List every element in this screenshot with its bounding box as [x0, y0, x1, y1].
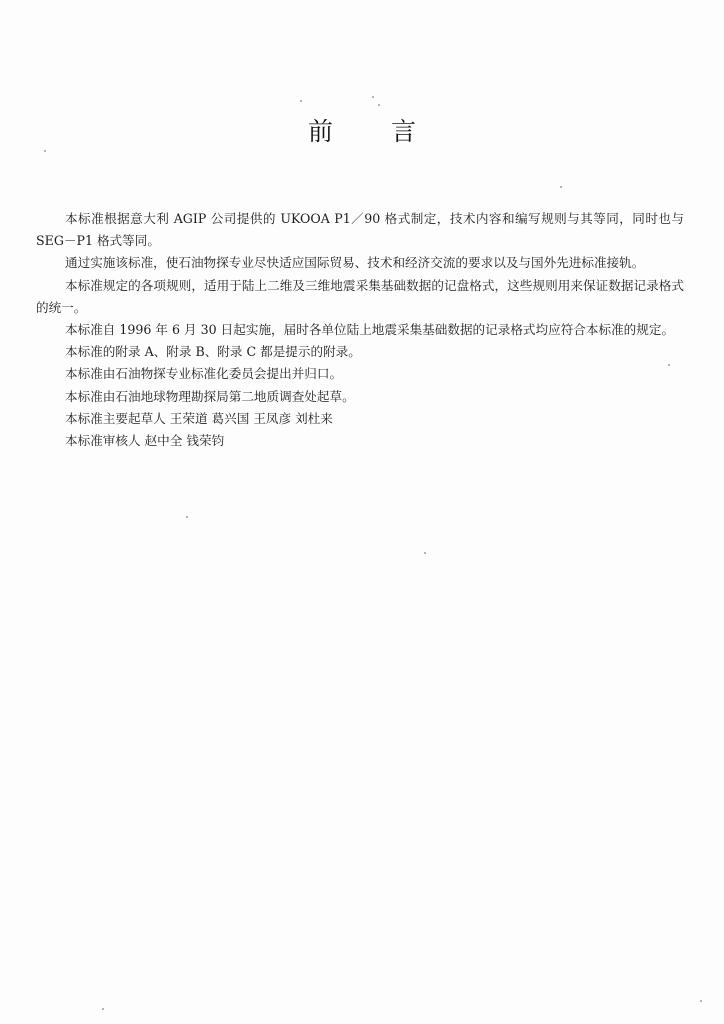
page-title — [0, 112, 724, 148]
line-appendices: 本标准的附录 A、附录 B、附录 C 都是提示的附录。 — [65, 344, 361, 360]
scan-speck — [668, 364, 670, 366]
scan-speck — [700, 1000, 702, 1002]
title-char-1: 前 — [307, 117, 333, 146]
document-body — [36, 208, 684, 452]
paragraph-purpose: 通过实施该标准，使石油物探专业尽快适应国际贸易、技术和经济交流的要求以及与国外先进标准接轨。 — [65, 255, 645, 271]
paragraph-scope: 本标准规定的各项规则，适用于陆上二维及三维地震采集基础数据的记盘格式，这些规则用来保证数据记录格式的统一。 — [36, 277, 684, 315]
paragraph-standard-basis: 本标准根据意大利 AGIP 公司提供的 UKOOA P1／90 格式制定，技术内容和编写规则与其等同，同时也与 SEG－P1 格式等同。 — [36, 211, 684, 249]
paragraph-effective-date: 本标准自 1996 年 6 月 30 日起实施，届时各单位陆上地震采集基础数据的记录格式均应符合本标准的规定。 — [65, 322, 675, 338]
scan-speck — [424, 552, 426, 554]
line-proposed-by: 本标准由石油物探专业标准化委员会提出并归口。 — [65, 366, 343, 382]
scan-speck — [44, 150, 46, 152]
line-reviewers: 本标准审核人 赵中全 钱荣钧 — [65, 433, 225, 449]
line-drafted-by: 本标准由石油地球物理勘探局第二地质调查处起草。 — [65, 388, 355, 404]
scan-speck — [300, 100, 302, 102]
title-char-2: 言 — [391, 117, 417, 146]
scan-speck — [378, 104, 380, 106]
scan-speck — [102, 1008, 104, 1010]
line-main-drafters: 本标准主要起草人 王荣道 葛兴国 王凤彦 刘杜来 — [65, 410, 333, 426]
scan-speck — [186, 516, 188, 518]
scan-speck — [372, 96, 374, 98]
scan-speck — [560, 186, 562, 188]
